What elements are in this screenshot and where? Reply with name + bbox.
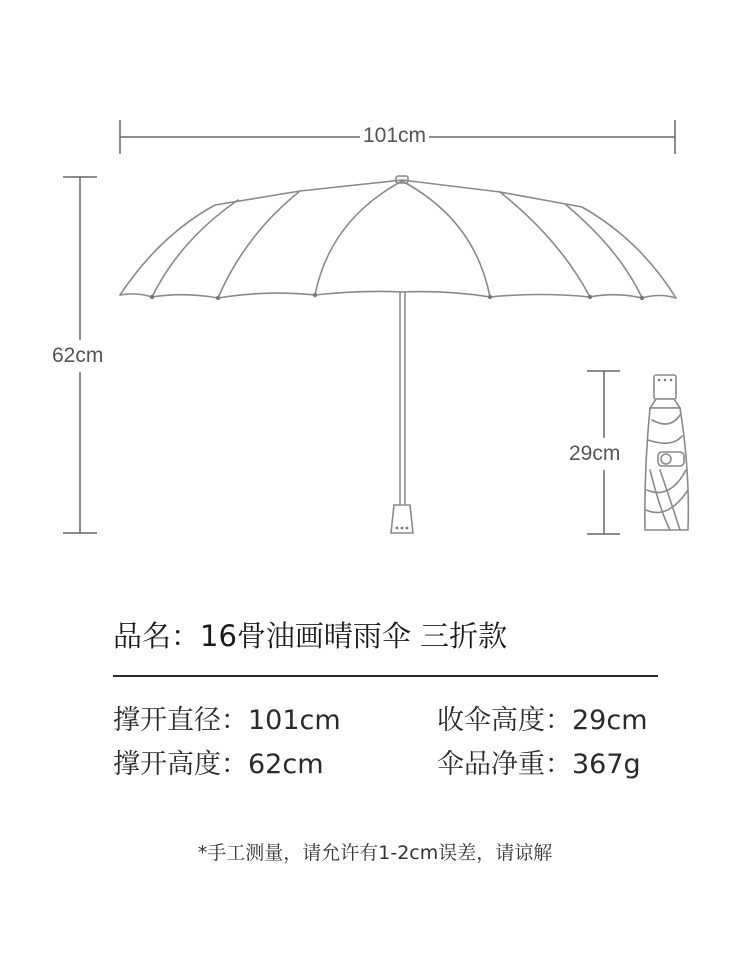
folded-length-label: 29cm [569,442,621,465]
open-umbrella-illustration [120,176,676,533]
spec-value: 29cm [572,705,648,736]
folded-umbrella-illustration [645,375,688,530]
spec-item [437,698,648,737]
divider-line [113,675,658,677]
spec-label: 伞品净重： [437,749,572,780]
spec-label: 收伞高度： [437,705,572,736]
spec-label: 撑开高度： [113,749,248,780]
open-height-label: 62cm [52,344,104,367]
spec-value: 62cm [248,749,324,780]
spec-label: 撑开直径： [113,705,248,736]
spec-item [113,742,324,781]
product-name-heading: 品名：16骨油画晴雨伞 三折款 [113,619,508,653]
spec-item [437,742,641,781]
open-width-label: 101cm [360,124,429,148]
spec-value: 367g [572,749,641,780]
measurement-footnote: *手工测量，请允许有1-2cm误差，请谅解 [197,842,553,864]
spec-item [113,698,341,737]
spec-value: 101cm [248,705,341,736]
